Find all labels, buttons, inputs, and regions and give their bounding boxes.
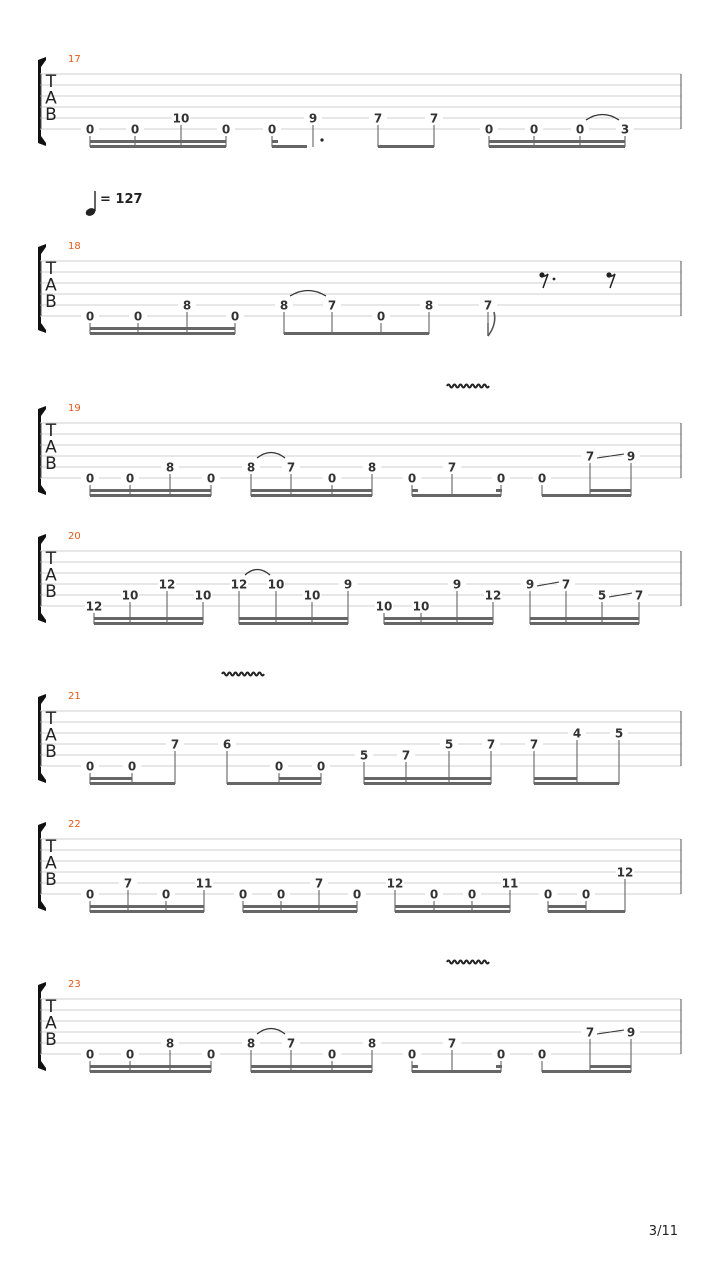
fret-number: 0 (85, 759, 95, 774)
tab-clef-letter: T (45, 997, 57, 1017)
fret-number: 8 (246, 460, 256, 475)
fret-number: 7 (585, 1025, 595, 1040)
tab-clef-letter: B (45, 582, 57, 602)
tie-arc (257, 453, 285, 459)
beam (530, 617, 639, 620)
fret-number: 8 (367, 1036, 377, 1051)
vibrato-mark (222, 673, 264, 676)
beam (489, 140, 625, 143)
fret-number: 5 (444, 737, 454, 752)
rhythm-dot (320, 138, 323, 141)
fret-number: 0 (537, 1047, 547, 1062)
beam (395, 910, 510, 913)
page-number: 3/11 (648, 1224, 678, 1239)
tie-arc (257, 1029, 285, 1035)
fret-number: 7 (483, 298, 493, 313)
measure-number: 17 (68, 54, 81, 65)
fret-number: 0 (267, 122, 277, 137)
tab-clef-letter: B (45, 105, 57, 125)
fret-number: 4 (572, 726, 582, 741)
beam (590, 1065, 631, 1068)
fret-number: 0 (276, 887, 286, 902)
tab-system (38, 961, 681, 1074)
tab-system (38, 54, 681, 148)
fret-number: 0 (581, 887, 591, 902)
beam (542, 1070, 631, 1073)
beam (395, 905, 510, 908)
measure-number: 23 (68, 979, 81, 990)
tab-clef-letter: B (45, 1030, 57, 1050)
fret-number: 11 (501, 876, 519, 891)
fret-number: 0 (484, 122, 494, 137)
fret-number: 7 (401, 748, 411, 763)
tab-clef-letter: A (45, 853, 57, 874)
beam (364, 777, 491, 780)
beam (243, 905, 357, 908)
vibrato-mark (447, 961, 489, 964)
beam (530, 622, 639, 625)
fret-number: 0 (274, 759, 284, 774)
fret-number: 0 (133, 309, 143, 324)
fret-number: 7 (286, 1036, 296, 1051)
fret-number: 0 (327, 1047, 337, 1062)
fret-number: 10 (267, 577, 285, 592)
fret-number: 7 (447, 1036, 457, 1051)
tie-arc (290, 291, 326, 297)
tie-arc (586, 115, 619, 121)
fret-number: 0 (376, 309, 386, 324)
tempo-value: = 127 (100, 192, 143, 207)
beam (90, 145, 226, 148)
fret-number: 0 (575, 122, 585, 137)
fret-number: 7 (327, 298, 337, 313)
measure-number: 18 (68, 241, 81, 252)
measure-number: 22 (68, 819, 81, 830)
beam-stub (412, 489, 418, 492)
beam (590, 489, 631, 492)
fret-number: 0 (85, 309, 95, 324)
tab-system (38, 531, 681, 625)
beam (364, 782, 491, 785)
fret-number: 9 (525, 577, 535, 592)
beam (239, 622, 348, 625)
fret-number: 10 (172, 111, 190, 126)
fret-number: 0 (206, 471, 216, 486)
tab-system (38, 819, 681, 913)
tab-clef-letter: A (45, 275, 57, 296)
beam (548, 905, 586, 908)
fret-number: 7 (529, 737, 539, 752)
eighth-rest-stroke (608, 274, 615, 288)
fret-number: 8 (424, 298, 434, 313)
fret-number: 0 (85, 122, 95, 137)
beam (251, 1065, 372, 1068)
fret-number: 7 (373, 111, 383, 126)
beam (94, 617, 203, 620)
fret-number: 7 (123, 876, 133, 891)
measure-number: 19 (68, 403, 81, 414)
fret-number: 0 (238, 887, 248, 902)
fret-number: 5 (597, 588, 607, 603)
fret-number: 0 (85, 471, 95, 486)
fret-number: 5 (359, 748, 369, 763)
fret-number: 5 (614, 726, 624, 741)
tab-clef-letter: A (45, 437, 57, 458)
fret-number: 7 (585, 449, 595, 464)
tab-clef-letter: B (45, 292, 57, 312)
fret-number: 9 (343, 577, 353, 592)
fret-number: 0 (85, 887, 95, 902)
beam (384, 622, 493, 625)
beam (90, 782, 175, 785)
measure-number: 21 (68, 691, 81, 702)
fret-number: 7 (561, 577, 571, 592)
fret-number: 0 (327, 471, 337, 486)
tab-clef-letter: B (45, 454, 57, 474)
fret-number: 0 (161, 887, 171, 902)
fret-number: 0 (125, 471, 135, 486)
fret-number: 12 (386, 876, 404, 891)
fret-number: 8 (165, 1036, 175, 1051)
beam (251, 1070, 372, 1073)
fret-number: 9 (452, 577, 462, 592)
beam (384, 617, 493, 620)
beam (90, 332, 235, 335)
measure-number: 20 (68, 531, 81, 542)
fret-number: 6 (222, 737, 232, 752)
fret-number: 0 (543, 887, 553, 902)
fret-number: 8 (279, 298, 289, 313)
beam (534, 777, 577, 780)
fret-number: 12 (85, 599, 103, 614)
beam (90, 777, 132, 780)
fret-number: 0 (85, 1047, 95, 1062)
tab-clef-letter: T (45, 709, 57, 729)
fret-number: 7 (486, 737, 496, 752)
fret-number: 3 (620, 122, 630, 137)
beam (489, 145, 625, 148)
beam (243, 910, 357, 913)
fret-number: 0 (407, 471, 417, 486)
fret-number: 10 (121, 588, 139, 603)
fret-number: 10 (303, 588, 321, 603)
beam (90, 327, 235, 330)
tab-clef-letter: B (45, 870, 57, 890)
beam-stub (496, 489, 502, 492)
tab-clef-letter: T (45, 837, 57, 857)
beam (272, 145, 307, 148)
beam (279, 777, 321, 780)
fret-number: 0 (529, 122, 539, 137)
beam (90, 910, 204, 913)
beam (284, 332, 429, 335)
fret-number: 10 (375, 599, 393, 614)
fret-number: 7 (634, 588, 644, 603)
fret-number: 8 (246, 1036, 256, 1051)
fret-number: 0 (206, 1047, 216, 1062)
tab-clef-letter: A (45, 565, 57, 586)
fret-number: 0 (429, 887, 439, 902)
fret-number: 12 (616, 865, 634, 880)
fret-number: 7 (429, 111, 439, 126)
fret-number: 0 (496, 1047, 506, 1062)
tab-clef-letter: A (45, 725, 57, 746)
beam (94, 622, 203, 625)
fret-number: 0 (316, 759, 326, 774)
beam (90, 140, 226, 143)
fret-number: 8 (367, 460, 377, 475)
eighth-rest-stroke (541, 274, 548, 288)
tie-arc (245, 570, 270, 576)
fret-number: 0 (127, 759, 137, 774)
beam (251, 489, 372, 492)
fret-number: 0 (130, 122, 140, 137)
fret-number: 8 (165, 460, 175, 475)
beam (90, 1070, 211, 1073)
beam (534, 782, 619, 785)
beam-stub (496, 1065, 502, 1068)
beam-stub (412, 1065, 418, 1068)
beam (251, 494, 372, 497)
tab-clef-letter: T (45, 259, 57, 279)
tab-system (38, 385, 681, 498)
fret-number: 10 (412, 599, 430, 614)
fret-number: 7 (170, 737, 180, 752)
tab-system (38, 673, 681, 786)
beam-stub (272, 140, 278, 143)
fret-number: 0 (496, 471, 506, 486)
tab-clef-letter: T (45, 421, 57, 441)
fret-number: 12 (230, 577, 248, 592)
fret-number: 9 (626, 1025, 636, 1040)
fret-number: 12 (158, 577, 176, 592)
fret-number: 0 (467, 887, 477, 902)
tab-clef-letter: A (45, 1013, 57, 1034)
beam (542, 494, 631, 497)
beam (378, 145, 434, 148)
beam (90, 494, 211, 497)
tab-clef-letter: A (45, 88, 57, 109)
fret-number: 0 (407, 1047, 417, 1062)
fret-number: 10 (194, 588, 212, 603)
fret-number: 0 (125, 1047, 135, 1062)
fret-number: 0 (230, 309, 240, 324)
tab-system (38, 241, 681, 336)
fret-number: 0 (221, 122, 231, 137)
fret-number: 7 (314, 876, 324, 891)
beam (90, 905, 204, 908)
tab-clef-letter: T (45, 72, 57, 92)
beam (90, 489, 211, 492)
beam (412, 1070, 501, 1073)
beam (90, 1065, 211, 1068)
fret-number: 0 (537, 471, 547, 486)
beam (412, 494, 501, 497)
fret-number: 9 (626, 449, 636, 464)
fret-number: 7 (286, 460, 296, 475)
beam (239, 617, 348, 620)
tab-clef-letter: B (45, 742, 57, 762)
beam (227, 782, 321, 785)
fret-number: 0 (352, 887, 362, 902)
beam (548, 910, 625, 913)
rest-dot (553, 278, 556, 281)
tempo-marking (84, 191, 142, 217)
fret-number: 12 (484, 588, 502, 603)
fret-number: 9 (308, 111, 318, 126)
vibrato-mark (447, 385, 489, 388)
tab-clef-letter: T (45, 549, 57, 569)
fret-number: 7 (447, 460, 457, 475)
fret-number: 11 (195, 876, 213, 891)
fret-number: 8 (182, 298, 192, 313)
